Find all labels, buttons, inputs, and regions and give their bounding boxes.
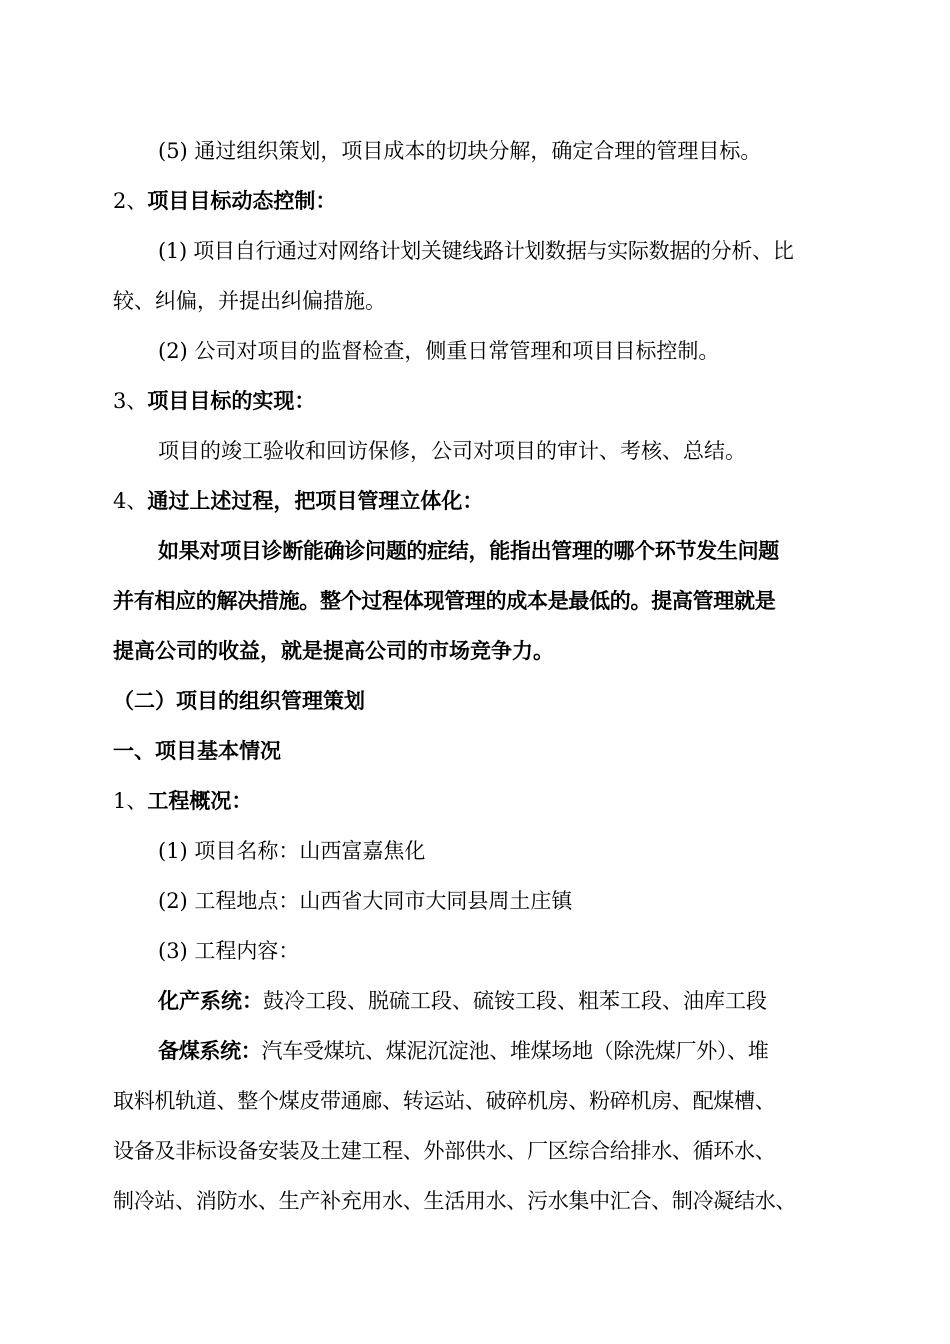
bold-paragraph-line: 如果对项目诊断能确诊问题的症结，能指出管理的哪个环节发生问题 xyxy=(158,538,779,563)
project-location-line: (2) 工程地点：山西省大同市大同县周土庄镇 xyxy=(158,889,573,913)
heading-text: 项目目标动态控制： xyxy=(147,188,337,213)
paragraph-5-line: (5) 通过组织策划，项目成本的切块分解，确定合理的管理目标。 xyxy=(158,139,762,163)
heading-2 xyxy=(113,187,336,215)
heading-text: 通过上述过程，把项目管理立体化： xyxy=(147,488,484,513)
system-label: 备煤系统： xyxy=(158,1038,262,1063)
bold-paragraph-line: 并有相应的解决措施。整个过程体现管理的成本是最低的。提高管理就是 xyxy=(113,588,776,613)
paragraph-line: (1) 项目自行通过对网络计划关键线路计划数据与实际数据的分析、比 xyxy=(158,239,794,263)
paragraph-line: 制冷站、消防水、生产补充用水、生活用水、污水集中汇合、制冷凝结水、 xyxy=(113,1189,797,1213)
heading-text: 工程概况： xyxy=(147,788,253,813)
heading-number: 1、 xyxy=(113,789,148,813)
heading-4 xyxy=(113,487,483,515)
paragraph-line: 取料机轨道、整个煤皮带通廊、转运站、破碎机房、粉碎机房、配煤槽、 xyxy=(113,1089,776,1113)
heading-text: 项目目标的实现： xyxy=(147,388,316,413)
paragraph-line: 项目的竣工验收和回访保修，公司对项目的审计、考核、总结。 xyxy=(158,439,746,463)
paragraph-line: 较、纠偏，并提出纠偏措施。 xyxy=(113,289,386,313)
system-text: 汽车受煤坑、煤泥沉淀池、堆煤场地（除洗煤厂外）、堆 xyxy=(261,1039,769,1063)
heading-number: 2、 xyxy=(113,189,148,213)
heading-1 xyxy=(113,787,252,815)
chemical-system-line xyxy=(158,987,767,1015)
section-subtitle: 一、项目基本情况 xyxy=(113,738,281,763)
heading-number: 4、 xyxy=(113,489,148,513)
system-label: 化产系统： xyxy=(158,988,263,1013)
heading-number: 3、 xyxy=(113,389,148,413)
system-text: 鼓冷工段、脱硫工段、硫铵工段、粗苯工段、油库工段 xyxy=(263,989,767,1013)
section-title: （二）项目的组织管理策划 xyxy=(113,688,365,713)
paragraph-line: (2) 公司对项目的监督检查，侧重日常管理和项目目标控制。 xyxy=(158,339,720,363)
heading-3 xyxy=(113,387,315,415)
paragraph-line: 设备及非标设备安装及土建工程、外部供水、厂区综合给排水、循环水、 xyxy=(113,1139,776,1163)
project-content-line: (3) 工程内容： xyxy=(158,939,300,963)
project-name-line: (1) 项目名称：山西富嘉焦化 xyxy=(158,839,426,863)
bold-paragraph-line: 提高公司的收益，就是提高公司的市场竞争力。 xyxy=(113,638,554,663)
coal-system-line xyxy=(158,1037,769,1065)
